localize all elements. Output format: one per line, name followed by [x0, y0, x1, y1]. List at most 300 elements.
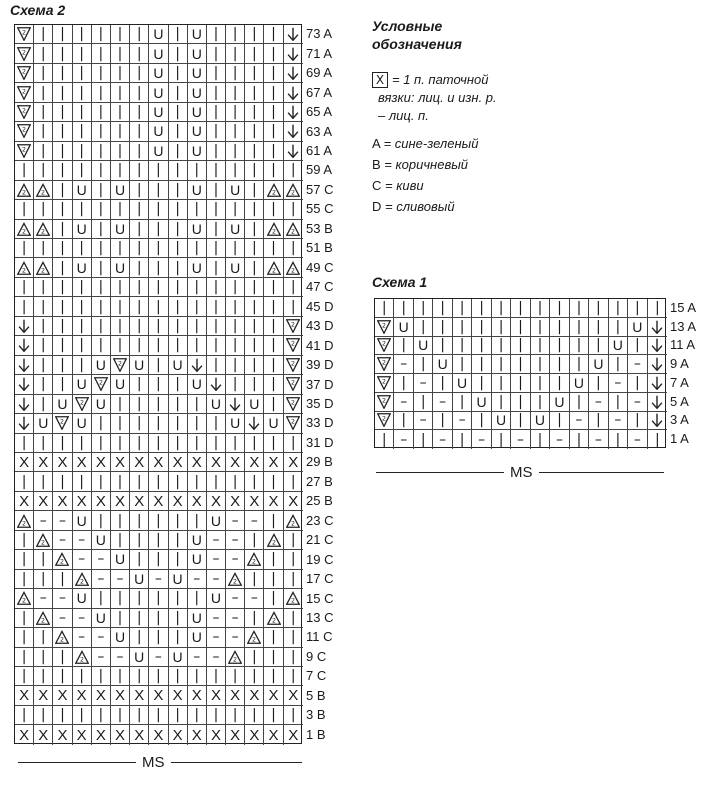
decrease-triangle-icon: [34, 258, 53, 277]
knit-stitch-icon: |: [34, 667, 53, 686]
svg-text:2: 2: [382, 396, 387, 404]
yarn-over-icon: U: [188, 122, 207, 141]
knit-stitch-icon: |: [111, 200, 130, 219]
knit-stitch-icon: |: [264, 122, 283, 141]
down-arrow-icon: [648, 318, 667, 337]
yarn-over-icon: U: [130, 356, 149, 375]
knit-stitch-icon: |: [245, 375, 264, 394]
knit-stitch-icon: |: [188, 589, 207, 608]
chart1-grid: [374, 298, 666, 448]
knit-stitch-icon: |: [73, 434, 92, 453]
row-label: 1 A: [670, 431, 689, 447]
knit-stitch-icon: |: [511, 374, 530, 393]
knit-stitch-icon: |: [34, 142, 53, 161]
knit-stitch-icon: |: [15, 434, 34, 453]
purl-stitch-icon: –: [207, 570, 226, 589]
brioche-stitch-icon: X: [111, 453, 130, 472]
yarn-over-icon: U: [207, 395, 226, 414]
knit-stitch-icon: |: [53, 122, 72, 141]
chart2-row-labels: [306, 24, 356, 744]
knit-stitch-icon: |: [130, 336, 149, 355]
knit-stitch-icon: |: [34, 648, 53, 667]
decrease-triangle-icon: [73, 570, 92, 589]
svg-text:2: 2: [382, 340, 387, 348]
knit-stitch-icon: |: [375, 430, 394, 449]
svg-text:2: 2: [22, 48, 27, 56]
knit-stitch-icon: |: [472, 412, 491, 431]
decrease-triangle-icon: [53, 550, 72, 569]
svg-text:2: 2: [291, 418, 296, 426]
knit-stitch-icon: |: [111, 531, 130, 550]
svg-text:2: 2: [271, 189, 276, 197]
yarn-over-icon: U: [550, 393, 569, 412]
knit-stitch-icon: |: [226, 200, 245, 219]
svg-text:2: 2: [291, 597, 296, 605]
knit-stitch-icon: |: [264, 648, 283, 667]
yarn-over-icon: U: [111, 220, 130, 239]
knit-stitch-icon: |: [264, 161, 283, 180]
knit-stitch-icon: |: [149, 278, 168, 297]
knit-stitch-icon: |: [53, 83, 72, 102]
row-label: 3 A: [670, 412, 689, 428]
knit-stitch-icon: |: [264, 667, 283, 686]
knit-stitch-icon: |: [284, 531, 303, 550]
knit-stitch-icon: |: [53, 570, 72, 589]
svg-text:2: 2: [41, 189, 46, 197]
knit-stitch-icon: |: [226, 356, 245, 375]
yarn-over-icon: U: [492, 412, 511, 431]
knit-stitch-icon: |: [34, 395, 53, 414]
knit-stitch-icon: |: [130, 375, 149, 394]
down-arrow-icon: [284, 25, 303, 44]
knit-stitch-icon: |: [53, 64, 72, 83]
knit-stitch-icon: |: [284, 570, 303, 589]
brioche-stitch-icon: X: [15, 686, 34, 705]
knit-stitch-icon: |: [264, 103, 283, 122]
knit-stitch-icon: |: [34, 103, 53, 122]
knit-stitch-icon: |: [245, 667, 264, 686]
knit-stitch-icon: |: [245, 161, 264, 180]
row-label: 31 D: [306, 434, 334, 450]
knit-stitch-icon: |: [53, 472, 72, 491]
knit-stitch-icon: |: [226, 317, 245, 336]
knit-stitch-icon: |: [264, 239, 283, 258]
knit-stitch-icon: |: [34, 434, 53, 453]
svg-text:2: 2: [22, 146, 27, 154]
knit-stitch-icon: |: [149, 589, 168, 608]
yarn-over-icon: U: [149, 103, 168, 122]
row-label: 15 C: [306, 590, 334, 606]
knit-stitch-icon: |: [169, 122, 188, 141]
knit-stitch-icon: |: [207, 258, 226, 277]
knit-stitch-icon: |: [92, 278, 111, 297]
brioche-stitch-icon: X: [245, 686, 264, 705]
svg-text:2: 2: [291, 399, 296, 407]
knit-stitch-icon: |: [169, 667, 188, 686]
yarn-over-icon: U: [111, 628, 130, 647]
down-arrow-icon: [284, 44, 303, 63]
purl-stitch-icon: –: [609, 412, 628, 431]
knit-stitch-icon: |: [264, 64, 283, 83]
knit-stitch-icon: |: [453, 430, 472, 449]
brioche-stitch-icon: X: [73, 453, 92, 472]
knit-stitch-icon: |: [169, 297, 188, 316]
knit-stitch-icon: |: [394, 337, 413, 356]
knit-stitch-icon: |: [169, 375, 188, 394]
knit-stitch-icon: |: [53, 258, 72, 277]
brioche-stitch-icon: X: [73, 492, 92, 511]
svg-text:2: 2: [22, 68, 27, 76]
knit-stitch-icon: |: [169, 25, 188, 44]
row-label: 9 A: [670, 356, 689, 372]
purl-stitch-icon: –: [207, 609, 226, 628]
knit-stitch-icon: |: [73, 44, 92, 63]
knit-stitch-icon: |: [589, 337, 608, 356]
knit-stitch-icon: |: [149, 434, 168, 453]
knit-stitch-icon: |: [92, 472, 111, 491]
knit-stitch-icon: |: [111, 103, 130, 122]
knit-stitch-icon: |: [130, 589, 149, 608]
knit-stitch-icon: |: [92, 511, 111, 530]
decrease-down-triangle-icon: [284, 395, 303, 414]
brioche-stitch-icon: X: [284, 492, 303, 511]
knit-stitch-icon: |: [92, 181, 111, 200]
yarn-over-icon: U: [207, 589, 226, 608]
knit-stitch-icon: |: [130, 83, 149, 102]
knit-stitch-icon: |: [207, 336, 226, 355]
decrease-triangle-icon: [226, 570, 245, 589]
brioche-stitch-icon: X: [34, 686, 53, 705]
purl-stitch-icon: –: [609, 374, 628, 393]
decrease-triangle-icon: [15, 220, 34, 239]
brioche-stitch-icon: X: [226, 492, 245, 511]
knit-stitch-icon: |: [284, 278, 303, 297]
knit-stitch-icon: |: [149, 395, 168, 414]
knit-stitch-icon: |: [169, 258, 188, 277]
row-label: 43 D: [306, 318, 334, 334]
knit-stitch-icon: |: [92, 258, 111, 277]
yarn-over-icon: U: [433, 355, 452, 374]
knit-stitch-icon: |: [226, 706, 245, 725]
knit-stitch-icon: |: [654, 431, 660, 448]
knit-stitch-icon: |: [188, 297, 207, 316]
knit-stitch-icon: |: [34, 122, 53, 141]
down-arrow-icon: [207, 375, 226, 394]
knit-stitch-icon: |: [130, 142, 149, 161]
knit-stitch-icon: |: [226, 122, 245, 141]
brioche-stitch-icon: X: [149, 686, 168, 705]
knit-stitch-icon: |: [130, 414, 149, 433]
knit-stitch-icon: |: [73, 239, 92, 258]
knit-stitch-icon: |: [34, 200, 53, 219]
knit-stitch-icon: |: [92, 706, 111, 725]
knit-stitch-icon: |: [207, 667, 226, 686]
row-label: 59 A: [306, 162, 333, 178]
brioche-stitch-icon: X: [92, 686, 111, 705]
knit-stitch-icon: |: [73, 142, 92, 161]
knit-stitch-icon: |: [15, 239, 34, 258]
knit-stitch-icon: |: [73, 25, 92, 44]
row-label: 55 C: [306, 201, 334, 217]
decrease-down-triangle-icon: [15, 44, 34, 63]
knit-stitch-icon: |: [111, 83, 130, 102]
row-label: 35 D: [306, 395, 334, 411]
yarn-over-icon: U: [92, 531, 111, 550]
knit-stitch-icon: |: [245, 336, 264, 355]
chart2-ms-label: MS: [136, 754, 171, 771]
brioche-stitch-icon: X: [149, 492, 168, 511]
svg-text:2: 2: [291, 379, 296, 387]
purl-stitch-icon: –: [149, 570, 168, 589]
brioche-stitch-icon: X: [149, 725, 168, 744]
brioche-stitch-icon: X: [226, 725, 245, 744]
knit-stitch-icon: |: [53, 356, 72, 375]
decrease-down-triangle-icon: [15, 142, 34, 161]
knit-stitch-icon: |: [92, 239, 111, 258]
row-label: 47 C: [306, 279, 334, 295]
knit-stitch-icon: |: [207, 44, 226, 63]
svg-text:2: 2: [291, 189, 296, 197]
knit-stitch-icon: |: [92, 122, 111, 141]
knit-stitch-icon: |: [15, 550, 34, 569]
row-label: 33 D: [306, 415, 334, 431]
yarn-over-icon: U: [111, 550, 130, 569]
knit-stitch-icon: |: [245, 122, 264, 141]
knit-stitch-icon: |: [609, 318, 628, 337]
yarn-over-icon: U: [264, 414, 283, 433]
brioche-stitch-icon: X: [53, 686, 72, 705]
knit-stitch-icon: |: [53, 142, 72, 161]
knit-stitch-icon: |: [245, 706, 264, 725]
knit-stitch-icon: |: [492, 318, 511, 337]
down-arrow-icon: [15, 375, 34, 394]
purl-stitch-icon: –: [149, 648, 168, 667]
knit-stitch-icon: |: [53, 434, 72, 453]
knit-stitch-icon: |: [73, 706, 92, 725]
knit-stitch-icon: |: [207, 83, 226, 102]
brioche-stitch-icon: X: [207, 453, 226, 472]
svg-text:2: 2: [382, 359, 387, 367]
knit-stitch-icon: |: [628, 374, 647, 393]
decrease-triangle-icon: [73, 648, 92, 667]
row-label: 61 A: [306, 142, 333, 158]
knit-stitch-icon: |: [226, 434, 245, 453]
yarn-over-icon: U: [73, 511, 92, 530]
purl-stitch-icon: –: [53, 609, 72, 628]
knit-stitch-icon: |: [169, 550, 188, 569]
knit-stitch-icon: |: [207, 317, 226, 336]
knit-stitch-icon: |: [226, 472, 245, 491]
knit-stitch-icon: |: [111, 44, 130, 63]
knit-stitch-icon: |: [92, 434, 111, 453]
purl-stitch-icon: –: [111, 648, 130, 667]
knit-stitch-icon: |: [130, 64, 149, 83]
knit-stitch-icon: |: [130, 181, 149, 200]
decrease-triangle-icon: [15, 589, 34, 608]
knit-stitch-icon: |: [609, 393, 628, 412]
legend-symbol-desc-2: вязки: лиц. и изн. р.: [378, 90, 497, 105]
knit-stitch-icon: |: [245, 472, 264, 491]
knit-stitch-icon: |: [169, 142, 188, 161]
knit-stitch-icon: |: [111, 142, 130, 161]
yarn-over-icon: U: [245, 395, 264, 414]
knit-stitch-icon: |: [73, 200, 92, 219]
legend-color-name: = сине-зеленый: [383, 136, 479, 151]
legend-color-name: = киви: [385, 178, 424, 193]
yarn-over-icon: U: [472, 393, 491, 412]
yarn-over-icon: U: [188, 83, 207, 102]
knit-stitch-icon: |: [207, 64, 226, 83]
knit-stitch-icon: |: [628, 337, 647, 356]
yarn-over-icon: U: [169, 570, 188, 589]
row-label: 29 B: [306, 454, 333, 470]
down-arrow-icon: [15, 317, 34, 336]
knit-stitch-icon: |: [149, 667, 168, 686]
knit-stitch-icon: |: [492, 355, 511, 374]
knit-stitch-icon: |: [245, 83, 264, 102]
knit-stitch-icon: |: [570, 355, 589, 374]
knit-stitch-icon: |: [130, 103, 149, 122]
down-arrow-icon: [284, 122, 303, 141]
knit-stitch-icon: |: [149, 336, 168, 355]
knit-stitch-icon: |: [264, 278, 283, 297]
knit-stitch-icon: |: [264, 472, 283, 491]
knit-stitch-icon: |: [169, 44, 188, 63]
decrease-triangle-icon: [15, 258, 34, 277]
row-label: 37 D: [306, 376, 334, 392]
knit-stitch-icon: |: [188, 336, 207, 355]
decrease-down-triangle-icon: [15, 83, 34, 102]
knit-stitch-icon: |: [149, 531, 168, 550]
yarn-over-icon: U: [394, 318, 413, 337]
svg-text:2: 2: [60, 558, 65, 566]
yarn-over-icon: U: [226, 181, 245, 200]
knit-stitch-icon: |: [188, 239, 207, 258]
knit-stitch-icon: |: [245, 181, 264, 200]
knit-stitch-icon: |: [628, 412, 647, 431]
purl-stitch-icon: –: [433, 430, 452, 449]
knit-stitch-icon: |: [53, 220, 72, 239]
decrease-down-triangle-icon: [53, 414, 72, 433]
knit-stitch-icon: |: [492, 374, 511, 393]
knit-stitch-icon: |: [111, 589, 130, 608]
brioche-stitch-icon: X: [207, 725, 226, 744]
brioche-stitch-icon: X: [15, 453, 34, 472]
purl-stitch-icon: –: [394, 355, 413, 374]
knit-stitch-icon: |: [226, 667, 245, 686]
knit-stitch-icon: |: [34, 628, 53, 647]
knit-stitch-icon: |: [92, 83, 111, 102]
knit-stitch-icon: |: [53, 103, 72, 122]
knit-stitch-icon: |: [92, 589, 111, 608]
purl-stitch-icon: –: [628, 393, 647, 412]
row-label: 19 C: [306, 551, 334, 567]
knit-stitch-icon: |: [111, 239, 130, 258]
knit-stitch-icon: |: [453, 299, 472, 318]
knit-stitch-icon: |: [414, 299, 433, 318]
yarn-over-icon: U: [226, 414, 245, 433]
knit-stitch-icon: |: [264, 356, 283, 375]
knit-stitch-icon: |: [207, 239, 226, 258]
knit-stitch-icon: |: [149, 706, 168, 725]
yarn-over-icon: U: [628, 318, 647, 337]
knit-stitch-icon: |: [511, 299, 530, 318]
purl-stitch-icon: –: [589, 393, 608, 412]
knit-stitch-icon: |: [511, 337, 530, 356]
brioche-stitch-icon: X: [264, 725, 283, 744]
legend-color-name: = коричневый: [384, 157, 469, 172]
brioche-stitch-icon: X: [188, 686, 207, 705]
knit-stitch-icon: |: [149, 161, 168, 180]
knit-stitch-icon: |: [149, 317, 168, 336]
knit-stitch-icon: |: [264, 336, 283, 355]
knit-stitch-icon: |: [226, 239, 245, 258]
yarn-over-icon: U: [92, 395, 111, 414]
knit-stitch-icon: |: [169, 103, 188, 122]
knit-stitch-icon: |: [207, 181, 226, 200]
svg-text:2: 2: [22, 189, 27, 197]
purl-stitch-icon: –: [53, 511, 72, 530]
knit-stitch-icon: |: [111, 667, 130, 686]
purl-stitch-icon: –: [92, 628, 111, 647]
knit-stitch-icon: |: [414, 430, 433, 449]
row-label: 1 B: [306, 726, 326, 742]
brioche-stitch-icon: X: [245, 492, 264, 511]
knit-stitch-icon: |: [111, 472, 130, 491]
knit-stitch-icon: |: [130, 531, 149, 550]
knit-stitch-icon: |: [264, 570, 283, 589]
knit-stitch-icon: |: [264, 589, 283, 608]
brioche-stitch-icon: X: [207, 686, 226, 705]
brioche-stitch-icon: X: [169, 453, 188, 472]
knit-stitch-icon: |: [111, 706, 130, 725]
knit-stitch-icon: |: [34, 317, 53, 336]
knit-stitch-icon: |: [226, 336, 245, 355]
brioche-stitch-icon: X: [284, 686, 303, 705]
legend-color-code: B: [372, 157, 385, 172]
knit-stitch-icon: |: [394, 374, 413, 393]
knit-stitch-icon: |: [53, 181, 72, 200]
knit-stitch-icon: |: [92, 25, 111, 44]
knit-stitch-icon: |: [15, 628, 34, 647]
knit-stitch-icon: |: [149, 550, 168, 569]
knit-stitch-icon: |: [284, 628, 303, 647]
row-label: 5 A: [670, 393, 689, 409]
brioche-stitch-icon: X: [15, 492, 34, 511]
brioche-stitch-icon: X: [264, 492, 283, 511]
knit-stitch-icon: |: [92, 317, 111, 336]
knit-stitch-icon: |: [226, 142, 245, 161]
purl-stitch-icon: –: [589, 430, 608, 449]
chart1-title: Схема 1: [372, 274, 428, 290]
knit-stitch-icon: |: [284, 609, 303, 628]
knit-stitch-icon: |: [130, 317, 149, 336]
brioche-stitch-icon: X: [111, 725, 130, 744]
knit-stitch-icon: |: [34, 375, 53, 394]
yarn-over-icon: U: [188, 103, 207, 122]
knit-stitch-icon: |: [375, 299, 394, 318]
knit-stitch-icon: |: [188, 472, 207, 491]
knit-stitch-icon: |: [111, 297, 130, 316]
chart2-grid: [14, 24, 302, 744]
decrease-triangle-icon: [226, 648, 245, 667]
yarn-over-icon: U: [149, 142, 168, 161]
brioche-stitch-icon: X: [284, 453, 303, 472]
knit-stitch-icon: |: [149, 609, 168, 628]
decrease-down-triangle-icon: [284, 317, 303, 336]
knit-stitch-icon: |: [245, 531, 264, 550]
yarn-over-icon: U: [92, 609, 111, 628]
